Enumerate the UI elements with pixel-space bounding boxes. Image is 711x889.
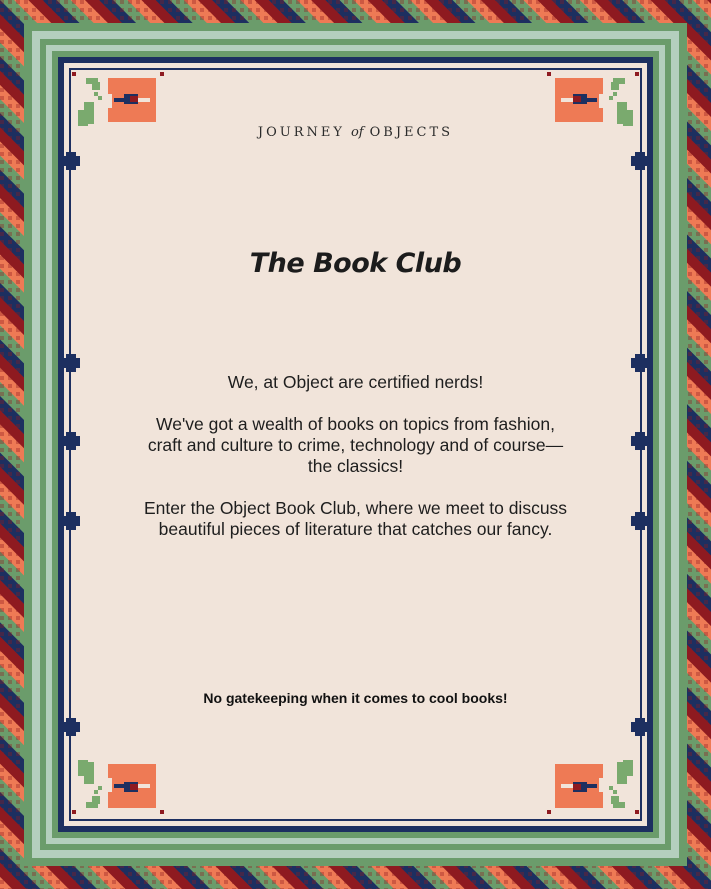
brand-connector: of — [350, 125, 364, 140]
paragraph-intro: We, at Object are certified nerds! — [227, 372, 484, 392]
brand-word-objects: OBJECTS — [369, 125, 454, 140]
brand-wordmark — [0, 125, 711, 140]
tagline: No gatekeeping when it comes to cool books! — [203, 690, 508, 706]
brand-word-journey: JOURNEY — [257, 125, 345, 140]
paragraph-topics: We've got a wealth of books on topics from fashion, craft and culture to crime, technology and of course—the classics! — [147, 414, 564, 476]
body-copy — [140, 372, 571, 561]
paragraph-club: Enter the Object Book Club, where we meet to discuss beautiful pieces of literature that catches our fancy. — [143, 498, 568, 539]
page-title: The Book Club — [249, 248, 462, 279]
